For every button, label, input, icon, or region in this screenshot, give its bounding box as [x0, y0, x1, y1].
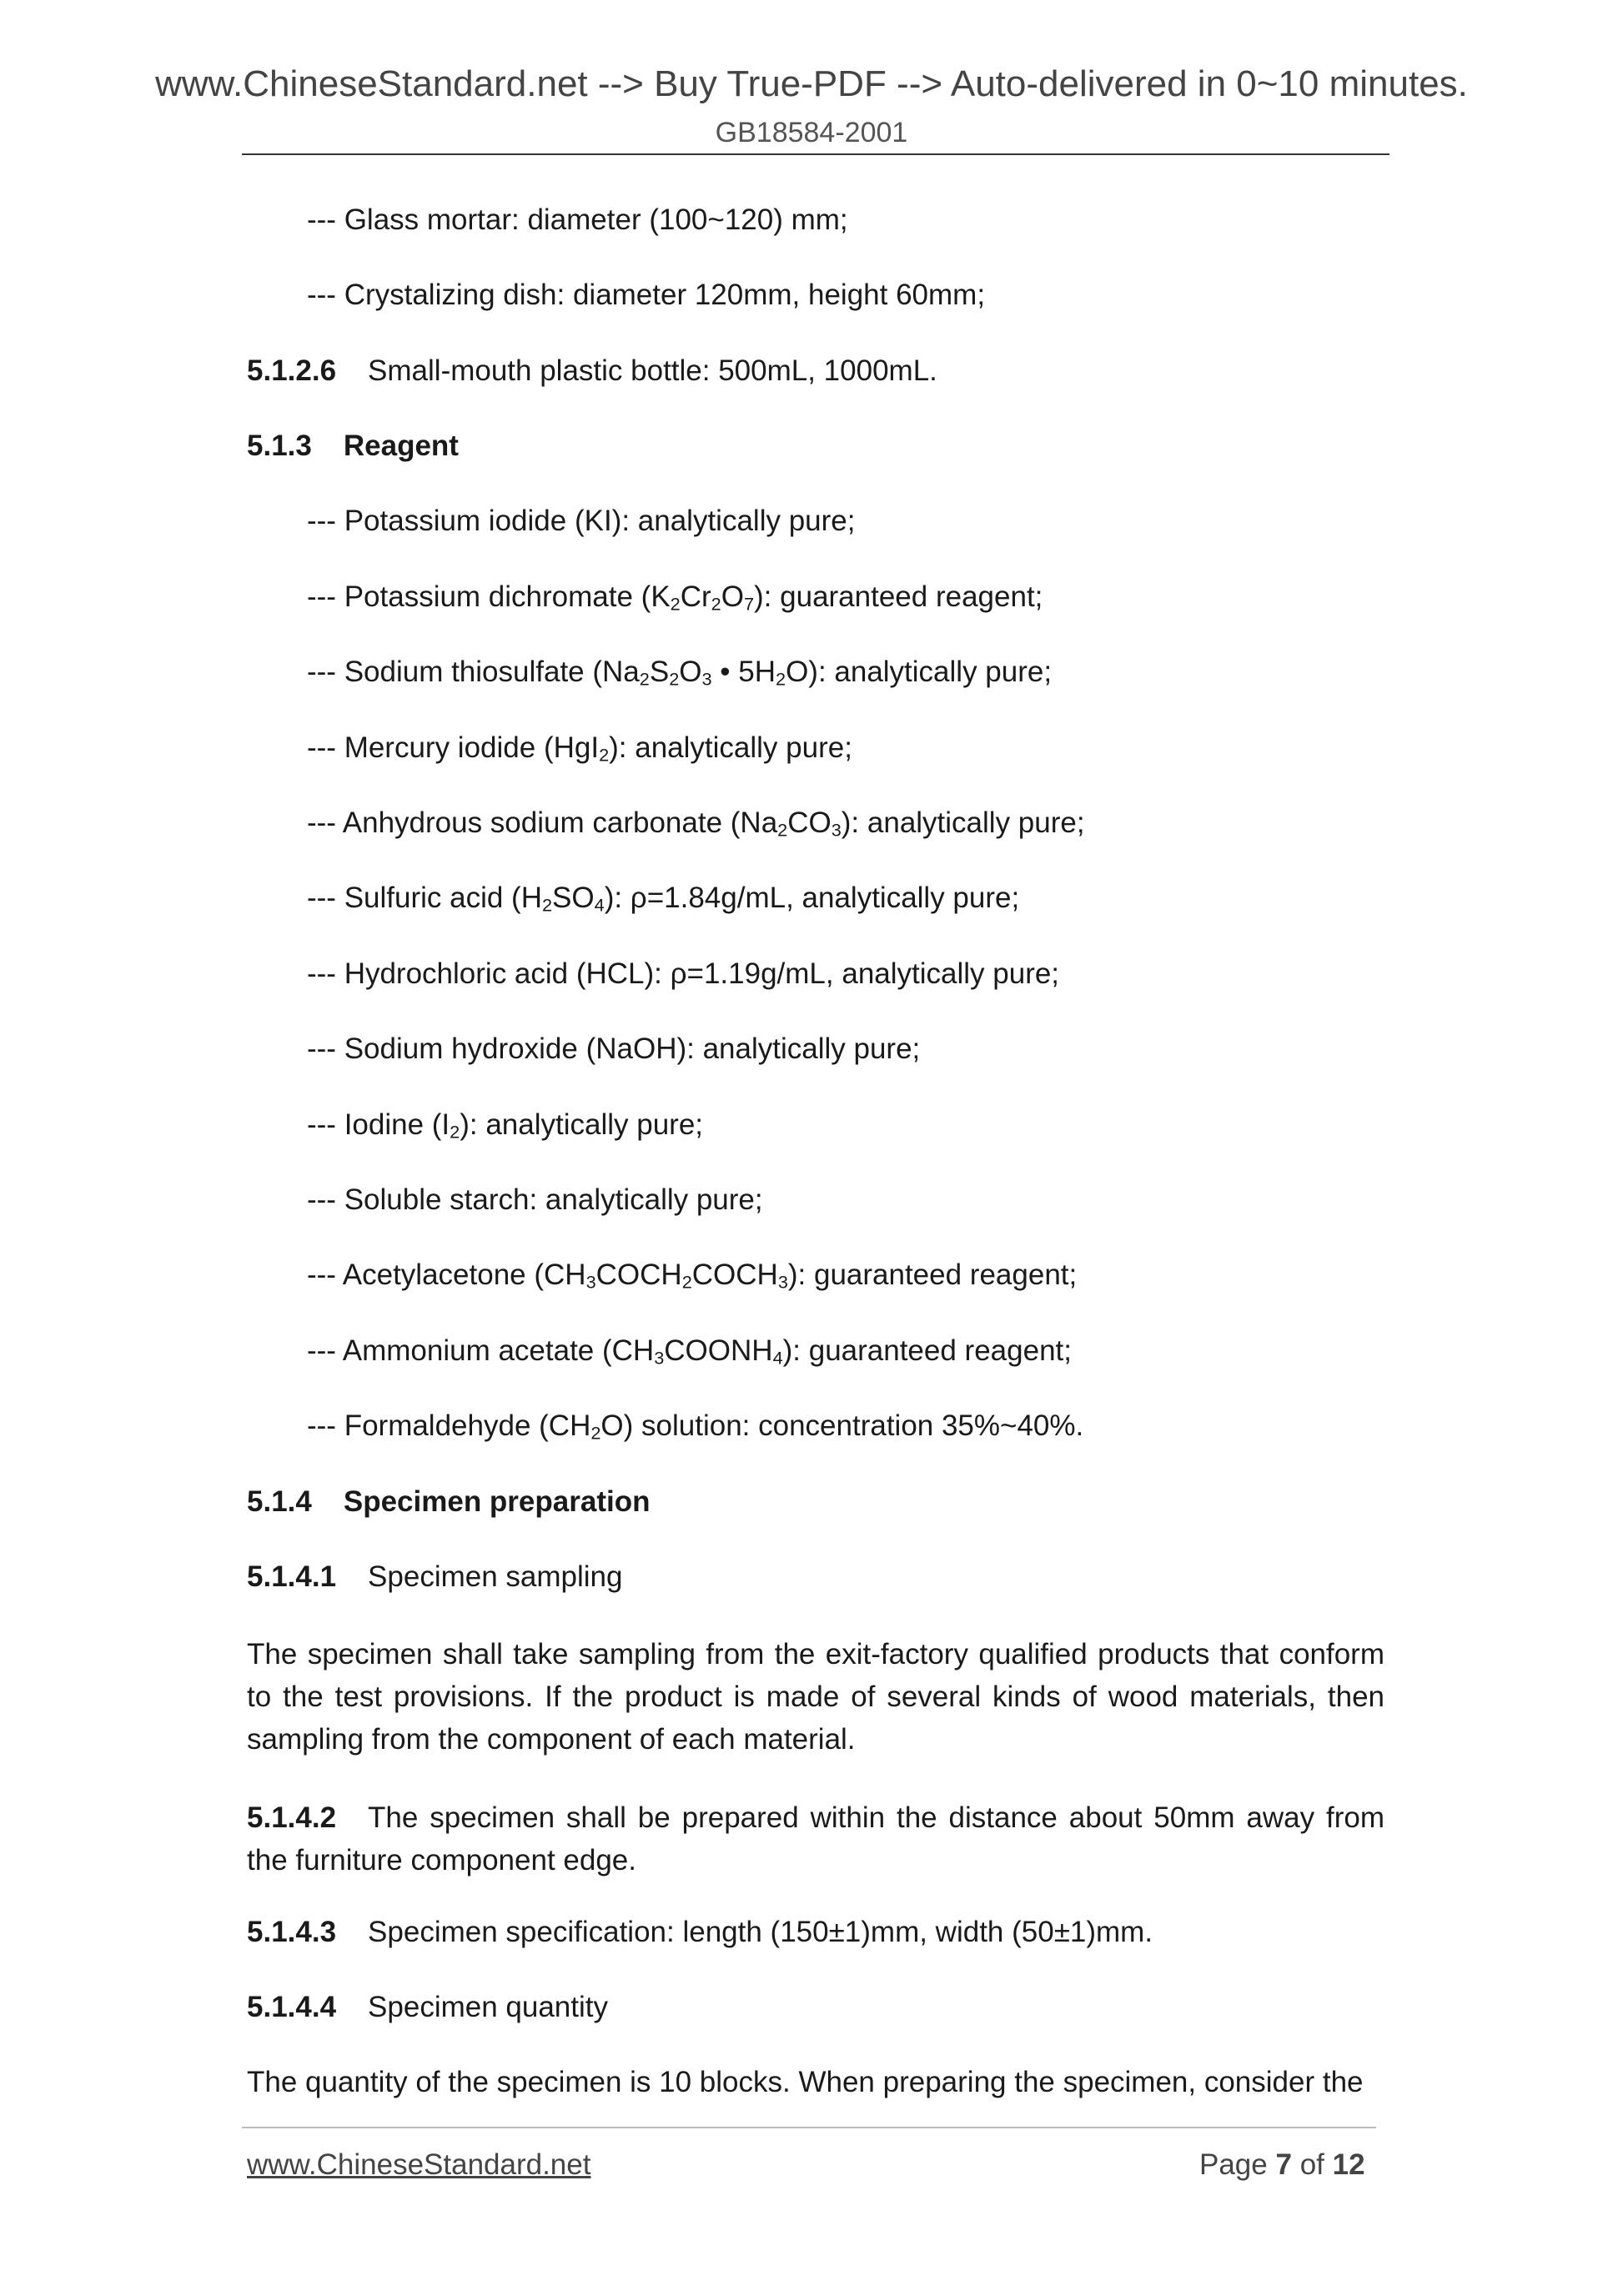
reagent-sodium-hydroxide: --- Sodium hydroxide (NaOH): analytically pure;	[307, 1032, 921, 1065]
reagent-sulfuric-acid: --- Sulfuric acid $(H_2SO_4)$: ρ=1.84g/mL, analytically pure;	[307, 882, 1020, 916]
page-label: Page	[1199, 2148, 1268, 2181]
reagent-hydrochloric-acid: --- Hydrochloric acid (HCL): ρ=1.19g/mL, analytically pure;	[307, 957, 1060, 990]
section-5-1-4-2	[247, 1796, 1384, 1882]
section-number: 5.1.4	[247, 1485, 312, 1518]
reagent-soluble-starch: --- Soluble starch: analytically pure;	[307, 1183, 763, 1216]
reagent-mercury-iodide: --- Mercury iodide (HgI$_2$): analytically pure;	[307, 731, 852, 766]
standard-number: GB18584-2001	[715, 117, 908, 148]
footer-site-link[interactable]: www.ChineseStandard.net	[247, 2148, 591, 2181]
section-number: 5.1.3	[247, 430, 312, 462]
item-crystalizing-dish: --- Crystalizing dish: diameter 120mm, height 60mm;	[307, 279, 986, 311]
header-banner: www.ChineseStandard.net --> Buy True-PDF --> Auto-delivered in 0~10 minutes.	[155, 63, 1468, 104]
section-text: Specimen specification: length (150±1)mm, width (50±1)mm.	[368, 1916, 1153, 1948]
section-title: Reagent	[343, 430, 459, 462]
reagent-potassium-iodide: --- Potassium iodide (KI): analytically pure;	[307, 505, 856, 537]
page-indicator	[1199, 2148, 1365, 2182]
section-title: Specimen quantity	[368, 1991, 608, 2023]
reagent-potassium-dichromate: --- Potassium dichromate $(K_2Cr_2O_7)$: guaranteed reagent;	[307, 580, 1043, 615]
section-number: 5.1.2.6	[247, 354, 337, 387]
section-5-1-4-heading	[247, 1485, 650, 1519]
item-glass-mortar: --- Glass mortar: diameter (100~120) mm;	[307, 203, 848, 236]
current-page: 7	[1275, 2148, 1292, 2181]
footer-divider	[242, 2127, 1376, 2128]
reagent-sodium-thiosulfate: --- Sodium thiosulfate ($Na_2S_2O_3$ • $5H_2O$): analytically pure;	[307, 656, 1053, 690]
reagent-ammonium-acetate: --- Ammonium acetate $(CH_3COONH_4)$: guaranteed reagent;	[307, 1334, 1072, 1369]
section-title: Specimen preparation	[343, 1485, 651, 1518]
total-pages: 12	[1332, 2148, 1365, 2181]
quantity-paragraph: The quantity of the specimen is 10 blocks. When preparing the specimen, consider the	[247, 2066, 1364, 2098]
section-text: Small-mouth plastic bottle: 500mL, 1000mL.	[368, 354, 937, 387]
section-text: The specimen shall be prepared within the distance about 50mm away from the furniture component edge.	[247, 1801, 1384, 1876]
section-number: 5.1.4.1	[247, 1560, 337, 1593]
reagent-sodium-carbonate: --- Anhydrous sodium carbonate $(Na_2CO_3)$: analytically pure;	[307, 806, 1085, 841]
section-5-1-3-heading	[247, 430, 459, 463]
reagent-iodine: --- Iodine $(I_2)$: analytically pure;	[307, 1108, 704, 1143]
section-number: 5.1.4.2	[247, 1801, 337, 1834]
reagent-acetylacetone: --- Acetylacetone $(CH_3COCH_2COCH_3)$: guaranteed reagent;	[307, 1259, 1078, 1293]
header-divider	[242, 153, 1389, 155]
section-5-1-4-3	[247, 1916, 1153, 1949]
section-5-1-2-6	[247, 354, 937, 388]
reagent-formaldehyde: --- Formaldehyde $(CH_2O)$ solution: concentration 35%~40%.	[307, 1409, 1084, 1444]
section-number: 5.1.4.3	[247, 1916, 337, 1948]
section-5-1-4-1	[247, 1560, 622, 1594]
section-number: 5.1.4.4	[247, 1991, 337, 2023]
of-label: of	[1299, 2148, 1324, 2181]
section-5-1-4-4	[247, 1991, 608, 2024]
sampling-paragraph: The specimen shall take sampling from the exit-factory qualified products that conform to the test provisions. If the product is made of several kinds of wood materials, then sampling from the component of each material.	[247, 1638, 1384, 1756]
section-title: Specimen sampling	[368, 1560, 623, 1593]
